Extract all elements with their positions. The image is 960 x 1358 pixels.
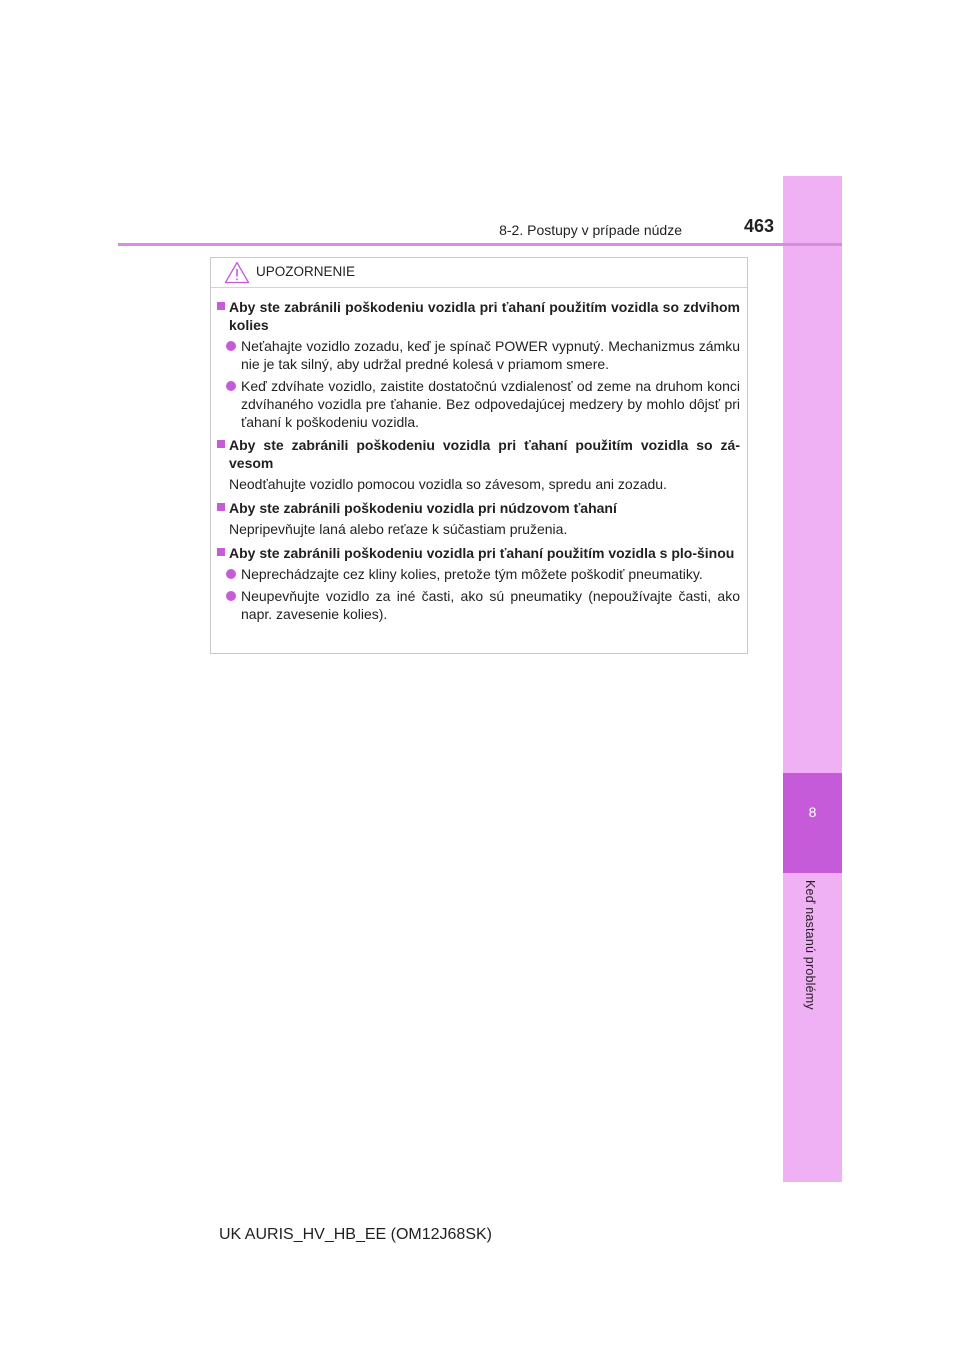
square-bullet-icon [217,548,225,556]
warning-title: UPOZORNENIE [256,264,356,279]
header-rule [118,243,842,246]
section-heading: Aby ste zabránili poškodeniu vozidla pri ťahaní použitím vozidla s plo-šinou [217,544,740,562]
warning-box [210,257,748,654]
warning-triangle-icon [224,261,250,284]
circle-bullet-icon [226,381,236,391]
circle-bullet-icon [226,591,236,601]
circle-bullet-icon [226,569,236,579]
chapter-number: 8 [808,804,817,820]
section-heading: Aby ste zabránili poškodeniu vozidla pri núdzovom ťahaní [217,499,740,517]
section-text: Neodťahujte vozidlo pomocou vozidla so závesom, spredu ani zozadu. [229,476,667,492]
chapter-title: Keď nastanú problémy [803,880,817,1010]
warning-header [211,258,747,288]
document-code: UK AURIS_HV_HB_EE (OM12J68SK) [219,1226,492,1243]
square-bullet-icon [217,440,225,448]
circle-bullet-icon [226,341,236,351]
square-bullet-icon [217,503,225,511]
section-text: Nepripevňujte laná alebo reťaze k súčastiam pruženia. [229,521,568,537]
list-item: Keď zdvíhate vozidlo, zaistite dostatočnú vzdialenosť od zeme na druhom konci zdvíhaného vozidla pre ťahanie. Bez odpovedajúcej medzery by mohlo dôjsť pri ťahaní k poškodeniu vozidla. [217,377,740,431]
chapter-side-tab-active [783,773,842,873]
list-item: Neprechádzajte cez kliny kolies, pretože tým môžete poškodiť pneumatiky. [217,565,740,583]
section-heading: Aby ste zabránili poškodeniu vozidla pri ťahaní použitím vozidla so zá-vesom [217,436,740,472]
section-title: 8-2. Postupy v prípade núdze [499,222,682,238]
list-item: Neupevňujte vozidlo za iné časti, ako sú pneumatiky (nepoužívajte časti, ako napr. zavesenie kolies). [217,587,740,623]
square-bullet-icon [217,302,225,310]
list-item: Neťahajte vozidlo zozadu, keď je spínač POWER vypnutý. Mechanizmus zámku nie je tak silný, aby udržal predné kolesá v priamom smere. [217,337,740,373]
page-number: 463 [743,216,774,236]
warning-content [217,298,740,627]
section-heading: Aby ste zabránili poškodeniu vozidla pri ťahaní použitím vozidla so zdvihom kolies [217,298,740,334]
chapter-side-tab [783,176,842,1182]
